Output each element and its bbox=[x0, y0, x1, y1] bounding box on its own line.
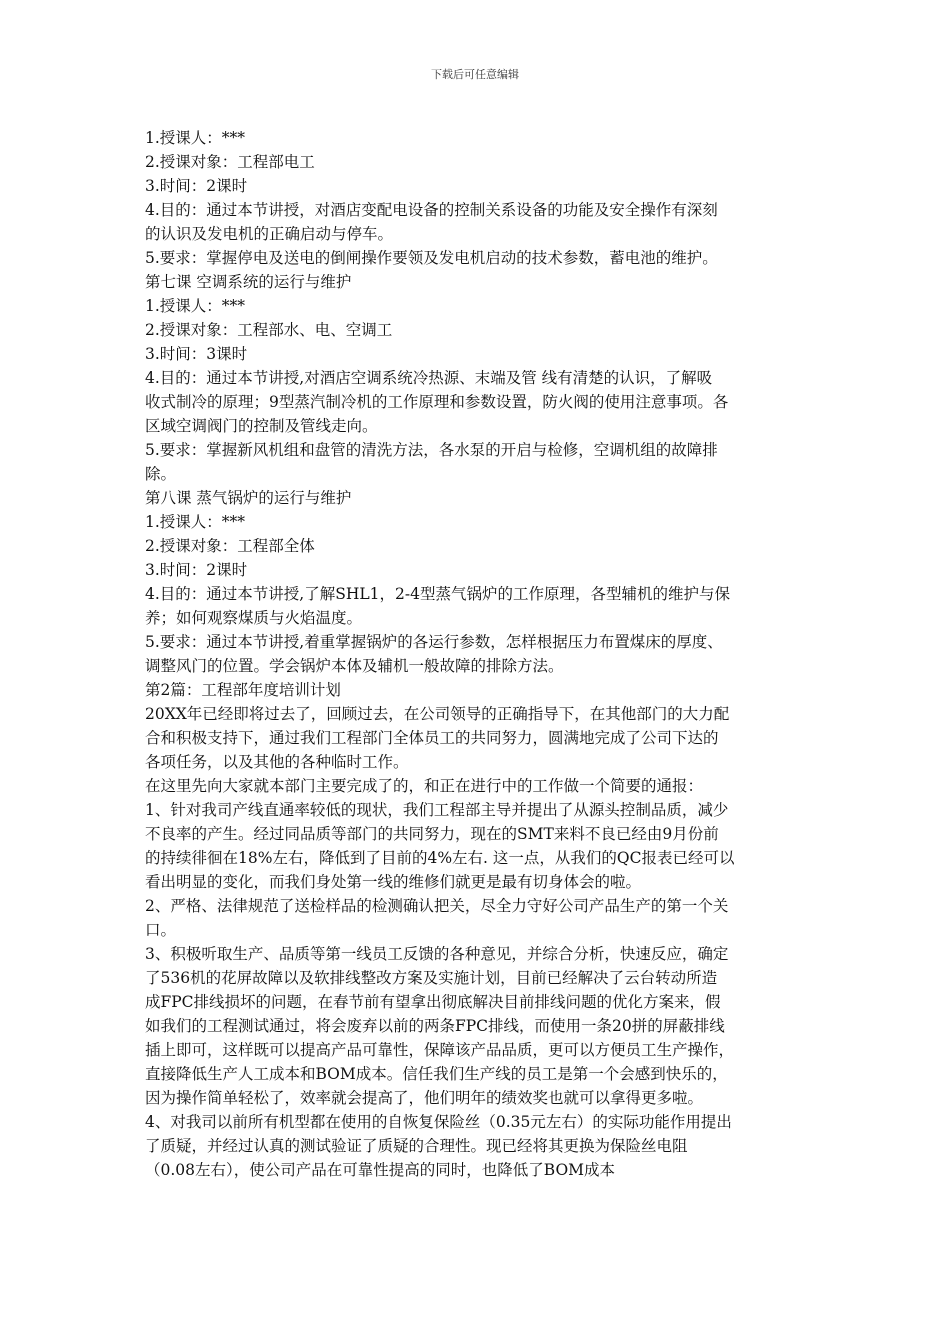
text-line: 如我们的工程测试通过，将会废弃以前的两条FPC排线，而使用一条20拼的屏蔽排线 bbox=[145, 1017, 725, 1035]
text-line: 区域空调阀门的控制及管线走向。 bbox=[145, 417, 378, 435]
text-line: 调整风门的位置。学会锅炉本体及辅机一般故障的排除方法。 bbox=[145, 657, 564, 675]
text-line: 的认识及发电机的正确启动与停车。 bbox=[145, 225, 394, 243]
text-line: 3.时间：2课时 bbox=[145, 561, 248, 579]
text-line: 成FPC排线损坏的问题，在春节前有望拿出彻底解决目前排线问题的优化方案来，假 bbox=[145, 993, 721, 1011]
text-line: 3.时间：3课时 bbox=[145, 345, 248, 363]
text-line: 的持续徘徊在18%左右，降低到了目前的4%左右. 这一点，从我们的QC报表已经可以 bbox=[145, 849, 735, 867]
text-line: 不良率的产生。经过同品质等部门的共同努力，现在的SMT来料不良已经由9月份前 bbox=[145, 825, 719, 843]
text-line: 在这里先向大家就本部门主要完成了的，和正在进行中的工作做一个简要的通报： bbox=[145, 777, 704, 795]
section-heading: 第七课 空调系统的运行与维护 bbox=[145, 273, 352, 291]
text-line: 1.授课人：*** bbox=[145, 297, 246, 315]
text-line: 3、积极听取生产、品质等第一线员工反馈的各种意见，并综合分析，快速反应，确定 bbox=[145, 945, 729, 963]
text-line: 了536机的花屏故障以及软排线整改方案及实施计划，目前已经解决了云台转动所造 bbox=[145, 969, 718, 987]
section-heading: 第八课 蒸气锅炉的运行与维护 bbox=[145, 489, 352, 507]
text-line: 2.授课对象：工程部电工 bbox=[145, 153, 315, 171]
text-line: 收式制冷的原理；9型蒸汽制冷机的工作原理和参数设置，防火阀的使用注意事项。各 bbox=[145, 393, 729, 411]
text-line: 1、针对我司产线直通率较低的现状，我们工程部主导并提出了从源头控制品质，减少 bbox=[145, 801, 729, 819]
text-line: 5.要求：掌握新风机组和盘管的清洗方法，各水泵的开启与检修，空调机组的故障排 bbox=[145, 441, 718, 459]
text-line: 1.授课人：*** bbox=[145, 129, 246, 147]
text-line: 看出明显的变化，而我们身处第一线的维修们就更是最有切身体会的啦。 bbox=[145, 873, 642, 891]
text-line: 1.授课人：*** bbox=[145, 513, 246, 531]
text-line: 5.要求：掌握停电及送电的倒闸操作要领及发电机启动的技术参数，蓄电池的维护。 bbox=[145, 249, 718, 267]
text-line: 20XX年已经即将过去了，回顾过去，在公司领导的正确指导下，在其他部门的大力配 bbox=[145, 705, 730, 723]
text-line: 口。 bbox=[145, 921, 177, 939]
text-line: 2.授课对象：工程部水、电、空调工 bbox=[145, 321, 393, 339]
text-line: 插上即可，这样既可以提高产品可靠性，保障该产品品质，更可以方便员工生产操作， bbox=[145, 1041, 735, 1059]
text-line: 除。 bbox=[145, 465, 177, 483]
text-line: 直接降低生产人工成本和BOM成本。信任我们生产线的员工是第一个会感到快乐的， bbox=[145, 1065, 728, 1083]
text-line: 4.目的：通过本节讲授，对酒店变配电设备的控制关系设备的功能及安全操作有深刻 bbox=[145, 201, 718, 219]
document-body bbox=[145, 126, 810, 1182]
text-line: 各项任务，以及其他的各种临时工作。 bbox=[145, 753, 409, 771]
text-line: 合和积极支持下，通过我们工程部门全体员工的共同努力，圆满地完成了公司下达的 bbox=[145, 729, 719, 747]
text-line: 3.时间：2课时 bbox=[145, 177, 248, 195]
text-line: 4、对我司以前所有机型都在使用的自恢复保险丝（0.35元左右）的实际功能作用提出 bbox=[145, 1113, 732, 1131]
text-line: 2、严格、法律规范了送检样品的检测确认把关，尽全力守好公司产品生产的第一个关 bbox=[145, 897, 729, 915]
text-line: 养；如何观察煤质与火焰温度。 bbox=[145, 609, 363, 627]
text-line: （0.08左右），使公司产品在可靠性提高的同时，也降低了BOM成本 bbox=[145, 1161, 616, 1179]
text-line: 4.目的：通过本节讲授,了解SHL1，2-4型蒸气锅炉的工作原理，各型辅机的维护与保 bbox=[145, 585, 730, 603]
text-line: 2.授课对象：工程部全体 bbox=[145, 537, 315, 555]
text-line: 因为操作简单轻松了，效率就会提高了，他们明年的绩效奖也就可以拿得更多啦。 bbox=[145, 1089, 704, 1107]
text-line: 了质疑，并经过认真的测试验证了质疑的合理性。现已经将其更换为保险丝电阻 bbox=[145, 1137, 688, 1155]
section-heading: 第2篇：工程部年度培训计划 bbox=[145, 681, 341, 699]
page-header-note: 下载后可任意编辑 bbox=[431, 68, 519, 81]
text-line: 4.目的：通过本节讲授,对酒店空调系统冷热源、末端及管 线有清楚的认识，了解吸 bbox=[145, 369, 713, 387]
text-line: 5.要求：通过本节讲授,着重掌握锅炉的各运行参数，怎样根据压力布置煤床的厚度、 bbox=[145, 633, 723, 651]
